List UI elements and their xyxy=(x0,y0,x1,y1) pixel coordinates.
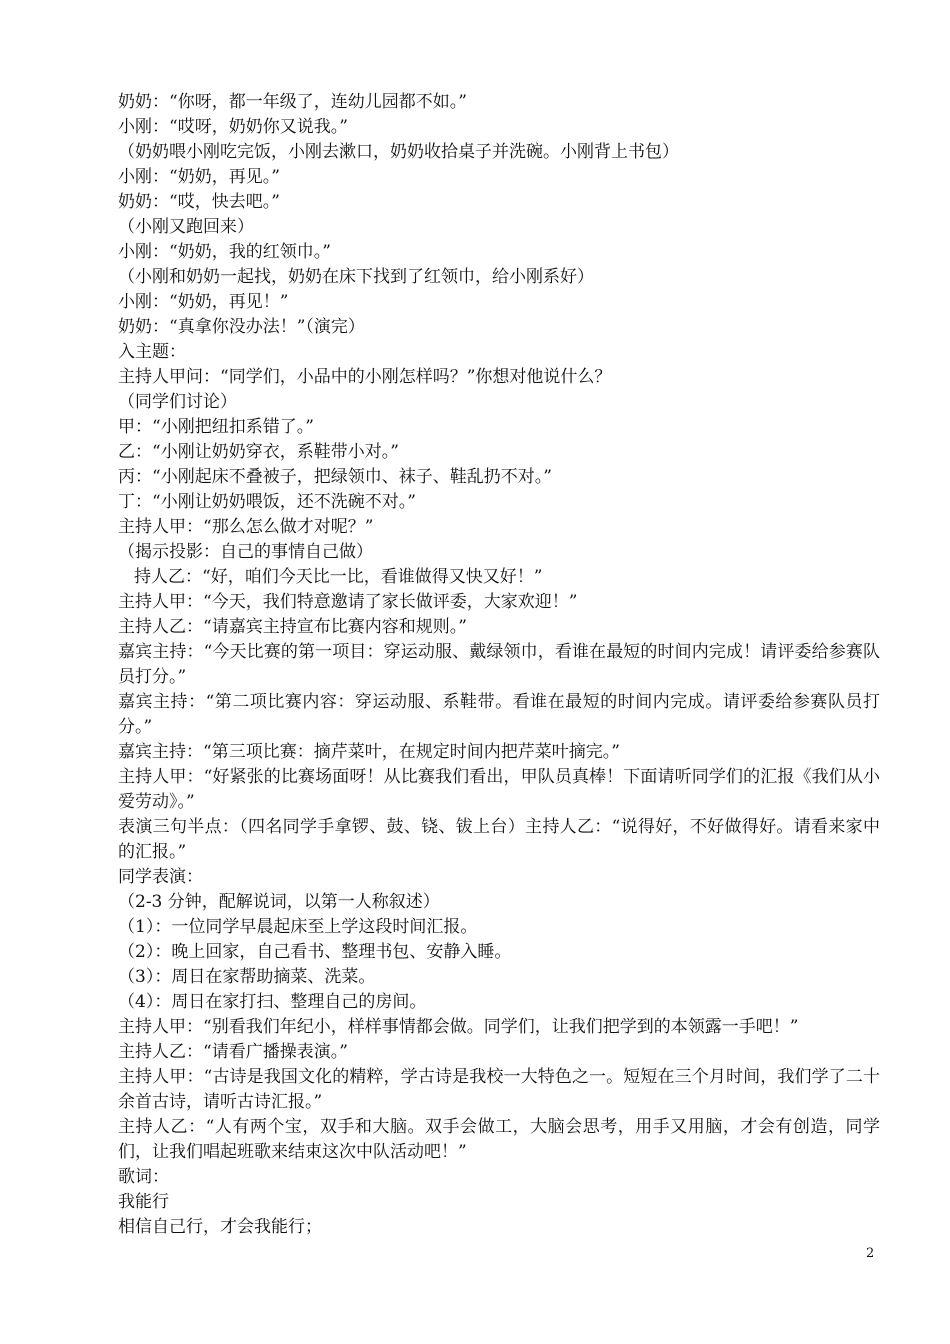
text-line: （2-3 分钟，配解说词，以第一人称叙述） xyxy=(118,892,440,912)
text-line: 小刚：“奶奶，再见。” xyxy=(118,167,280,187)
section-heading: 同学表演： xyxy=(118,867,203,887)
text-line: 丁：“小刚让奶奶喂饭，还不洗碗不对。” xyxy=(118,492,416,512)
text-line: 小刚：“哎呀，奶奶你又说我。” xyxy=(118,117,348,137)
text-line: （同学们讨论） xyxy=(118,392,237,412)
text-line: 小刚：“奶奶，再见！” xyxy=(118,292,289,312)
list-item: （3）：周日在家帮助摘菜、洗菜。 xyxy=(118,967,376,987)
text-paragraph: 主持人甲：“好紧张的比赛场面呀！从比赛我们看出，甲队员真棒！下面请听同学们的汇报《我们从小爱劳动》。” xyxy=(118,767,880,812)
song-lyric: 相信自己行，才会我能行； xyxy=(118,1217,322,1237)
text-line: （揭示投影：自己的事情自己做） xyxy=(118,542,373,562)
list-item: （2）：晚上回家，自己看书、整理书包、安静入睡。 xyxy=(118,942,512,962)
section-heading: 歌词： xyxy=(118,1167,169,1187)
text-line: 主持人甲问：“同学们，小品中的小刚怎样吗？”你想对他说什么？ xyxy=(118,367,612,387)
text-line: 主持人乙：“请看广播操表演。” xyxy=(118,1042,348,1062)
list-item: （4）：周日在家打扫、整理自己的房间。 xyxy=(118,992,427,1012)
text-line: （奶奶喂小刚吃完饭，小刚去漱口，奶奶收拾桌子并洗碗。小刚背上书包） xyxy=(118,142,679,162)
text-line: 主持人乙：“请嘉宾主持宣布比赛内容和规则。” xyxy=(118,617,467,637)
section-heading: 入主题： xyxy=(118,342,186,362)
text-paragraph: 嘉宾主持：“第二项比赛内容：穿运动服、系鞋带。看谁在最短的时间内完成。请评委给参赛队员打分。” xyxy=(118,692,880,737)
text-line: 奶奶：“真拿你没办法！”（演完） xyxy=(118,317,365,337)
text-line: 甲：“小刚把纽扣系错了。” xyxy=(118,417,314,437)
text-line: （小刚和奶奶一起找，奶奶在床下找到了红领巾，给小刚系好） xyxy=(118,267,594,287)
text-line: （小刚又跑回来） xyxy=(118,217,254,237)
text-paragraph: 嘉宾主持：“今天比赛的第一项目：穿运动服、戴绿领巾，看谁在最短的时间内完成！请评委给参赛队员打分。” xyxy=(118,642,880,687)
text-line: 乙：“小刚让奶奶穿衣，系鞋带小对。” xyxy=(118,442,399,462)
text-line: 持人乙：“好，咱们今天比一比，看谁做得又快又好！” xyxy=(134,567,543,587)
text-line: 奶奶：“哎，快去吧。” xyxy=(118,192,280,212)
text-line: 奶奶：“你呀，都一年级了，连幼儿园都不如。” xyxy=(118,92,467,112)
text-paragraph: 主持人甲：“古诗是我国文化的精粹，学古诗是我校一大特色之一。短短在三个月时间，我们学了二十余首古诗，请听古诗汇报。” xyxy=(118,1067,880,1112)
text-line: 主持人甲：“今天，我们特意邀请了家长做评委，大家欢迎！” xyxy=(118,592,578,612)
document-body xyxy=(118,90,880,1240)
text-line: 丙：“小刚起床不叠被子，把绿领巾、袜子、鞋乱扔不对。” xyxy=(118,467,552,487)
text-line: 小刚：“奶奶，我的红领巾。” xyxy=(118,242,331,262)
text-line: 主持人甲：“别看我们年纪小，样样事情都会做。同学们，让我们把学到的本领露一手吧！” xyxy=(118,1017,799,1037)
list-item: （1）：一位同学早晨起床至上学这段时间汇报。 xyxy=(118,917,478,937)
text-line: 主持人甲：“那么怎么做才对呢？” xyxy=(118,517,374,537)
text-line: 嘉宾主持：“第三项比赛：摘芹菜叶，在规定时间内把芹菜叶摘完。” xyxy=(118,742,620,762)
text-paragraph: 主持人乙：“人有两个宝，双手和大脑。双手会做工，大脑会思考，用手又用脑，才会有创造，同学们，让我们唱起班歌来结束这次中队活动吧！” xyxy=(118,1117,880,1162)
page-number: 2 xyxy=(866,1246,875,1261)
text-paragraph: 表演三句半点：（四名同学手拿锣、鼓、铙、钹上台）主持人乙：“说得好，不好做得好。请看来家中的汇报。” xyxy=(118,817,880,862)
song-title: 我能行 xyxy=(118,1192,169,1212)
